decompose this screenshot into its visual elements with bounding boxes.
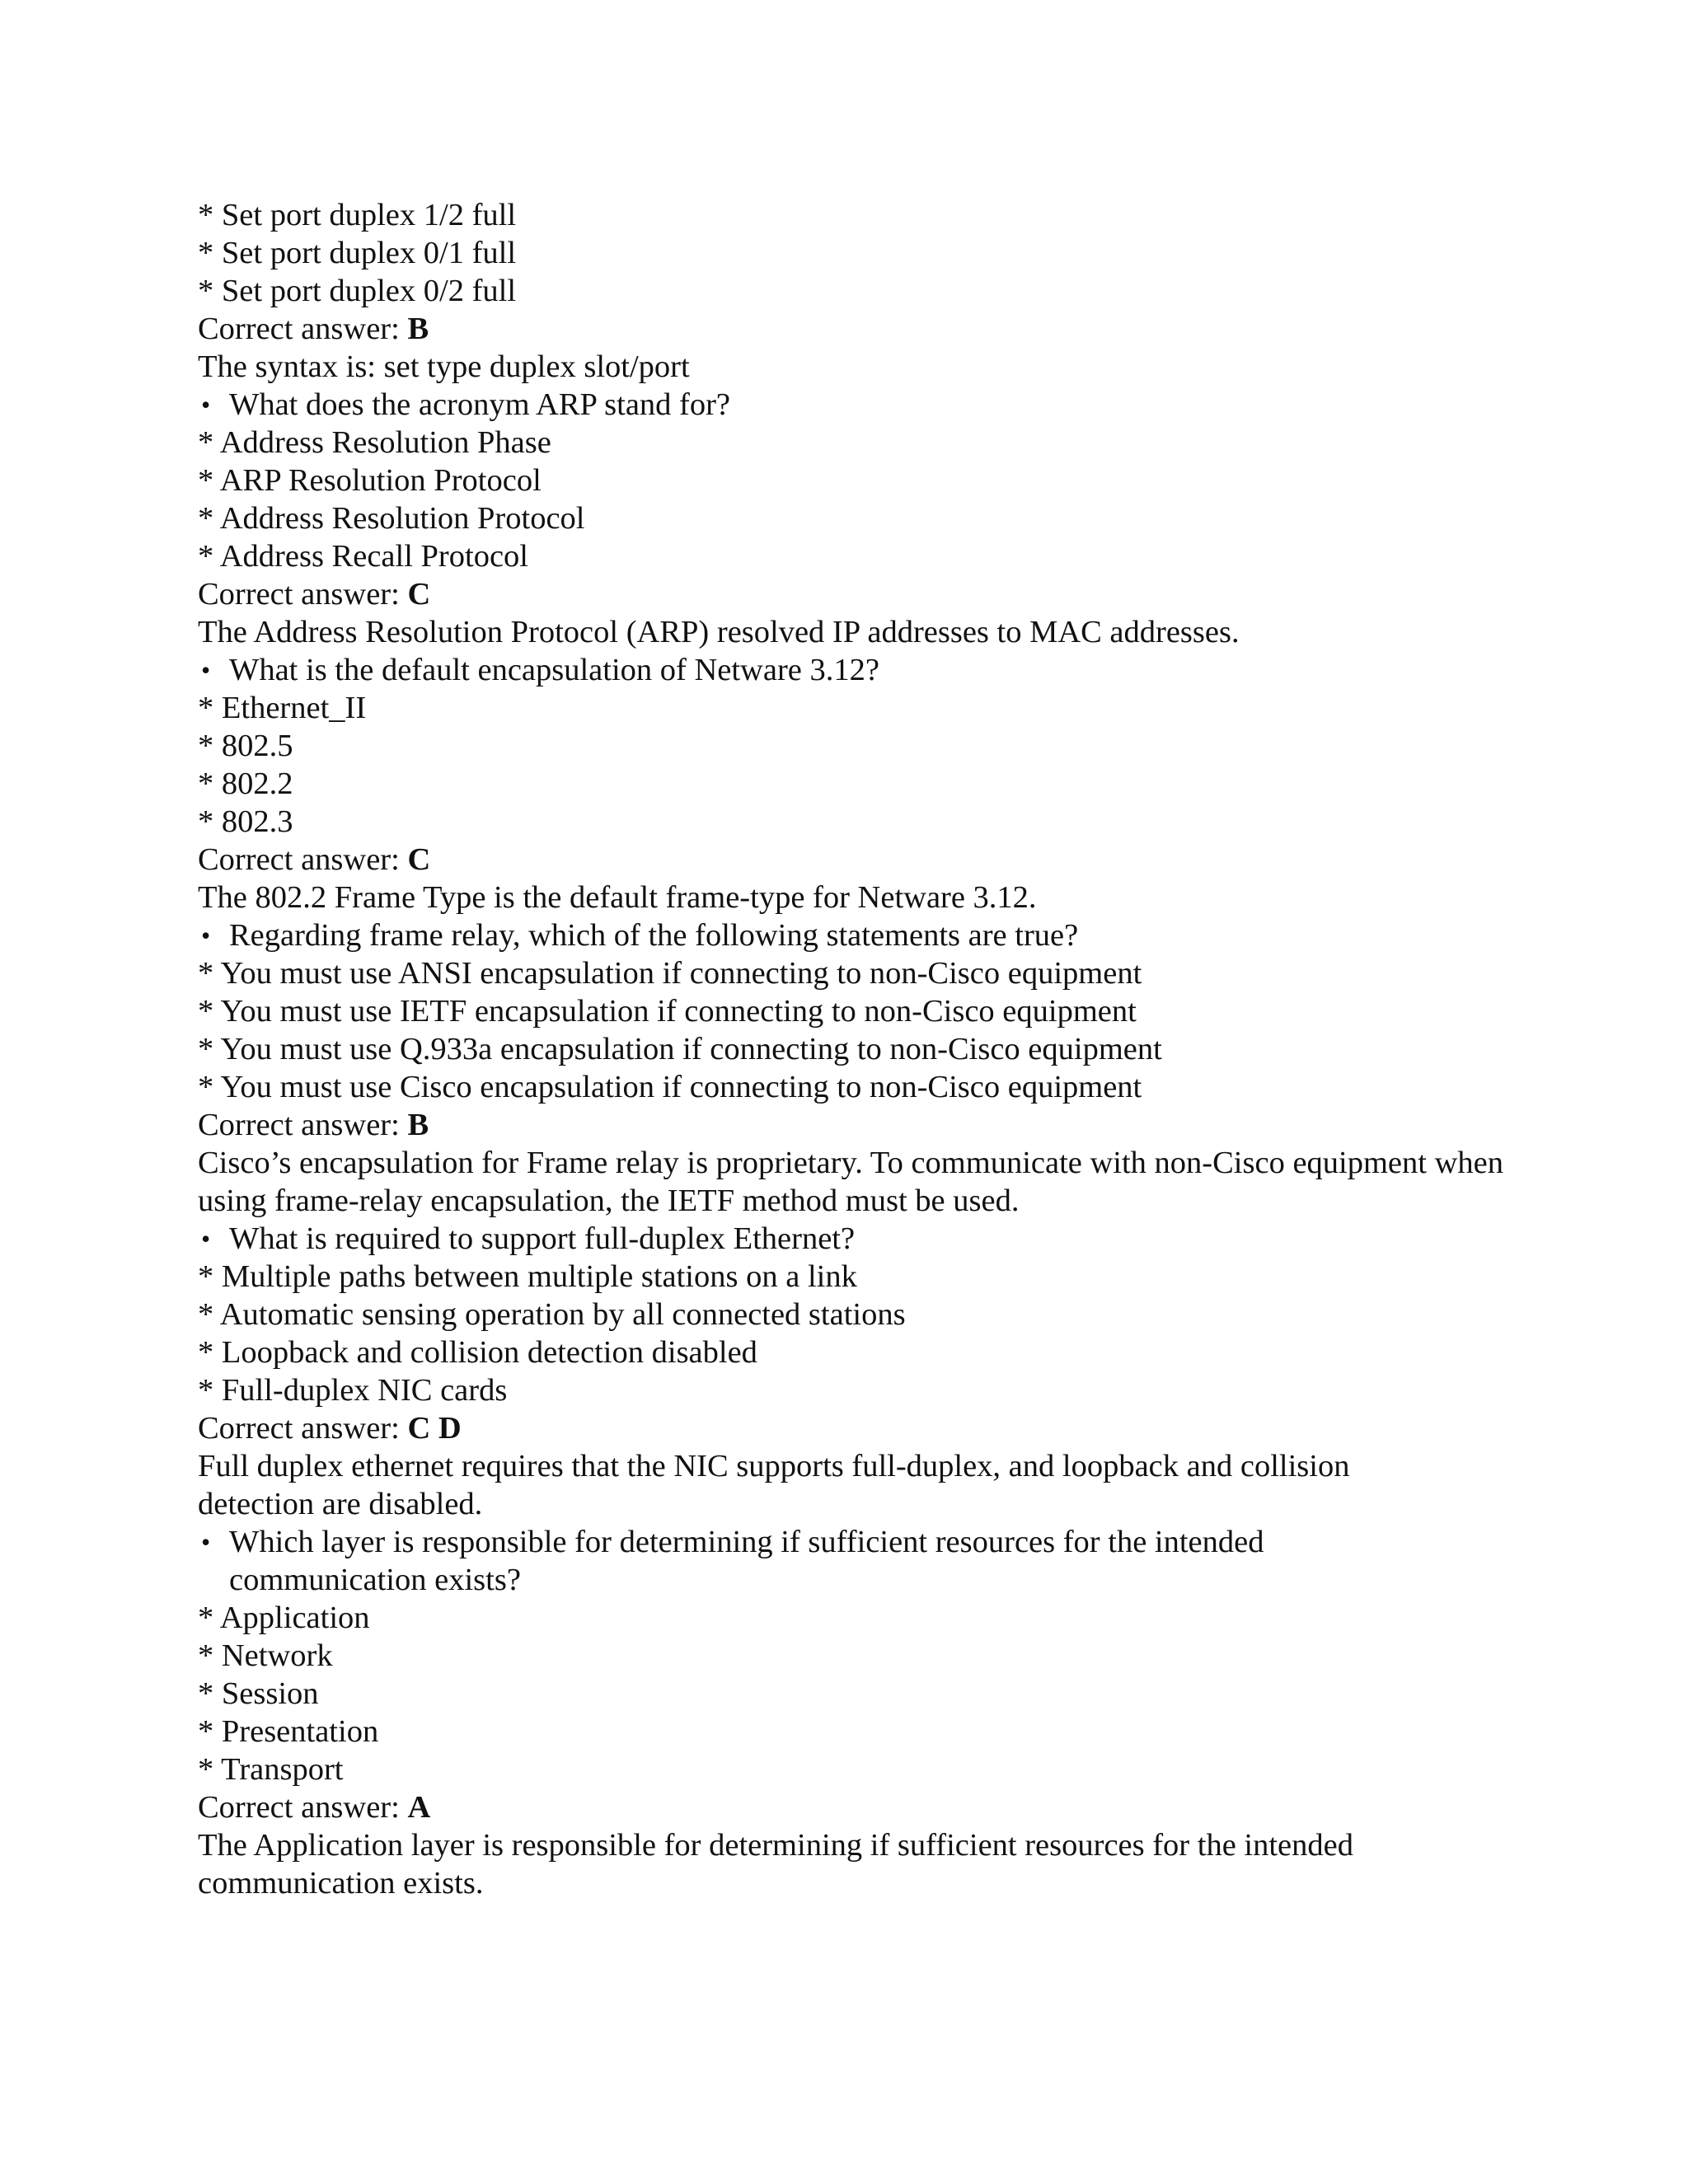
explanation: The syntax is: set type duplex slot/port <box>198 349 690 384</box>
answer-value: C <box>407 577 431 612</box>
bullet-icon: • <box>201 1527 211 1557</box>
correct-answer <box>198 575 1533 613</box>
option-line: * You must use Cisco encapsulation if connecting to non-Cisco equipment <box>198 1070 1142 1104</box>
question-text: Which layer is responsible for determining if sufficient resources for the intended communication exists? <box>229 1525 1264 1597</box>
bullet-icon: • <box>201 1224 211 1254</box>
option-line: * Application <box>198 1601 370 1635</box>
option-line: * Loopback and collision detection disabled <box>198 1335 757 1370</box>
option-line: * You must use ANSI encapsulation if connecting to non-Cisco equipment <box>198 956 1142 991</box>
answer-value: A <box>407 1790 431 1825</box>
option-line: * 802.2 <box>198 766 293 801</box>
option-line: * Address Recall Protocol <box>198 539 528 574</box>
option-line: * Automatic sensing operation by all connected stations <box>198 1297 906 1332</box>
question-text: What does the acronym ARP stand for? <box>229 387 731 422</box>
option-line: * 802.3 <box>198 804 293 839</box>
question-text: What is the default encapsulation of Netware 3.12? <box>229 653 879 687</box>
question-line <box>198 651 1533 689</box>
option-line: * You must use Q.933a encapsulation if connecting to non-Cisco equipment <box>198 1032 1162 1066</box>
question-line <box>198 1523 1408 1599</box>
correct-answer <box>198 310 1533 348</box>
answer-label: Correct answer: <box>198 577 400 612</box>
option-line: * Address Resolution Protocol <box>198 501 585 536</box>
option-line: * Full-duplex NIC cards <box>198 1373 508 1408</box>
explanation: The Address Resolution Protocol (ARP) resolved IP addresses to MAC addresses. <box>198 615 1240 649</box>
answer-label: Correct answer: <box>198 1411 400 1446</box>
question-text: Regarding frame relay, which of the following statements are true? <box>229 918 1079 953</box>
answer-label: Correct answer: <box>198 312 400 346</box>
bullet-icon: • <box>201 655 211 685</box>
answer-value: C D <box>407 1411 462 1446</box>
explanation: Full duplex ethernet requires that the NIC supports full-duplex, and loopback and collision detection are disabled. <box>198 1449 1350 1521</box>
option-line: * Transport <box>198 1752 344 1787</box>
explanation: The Application layer is responsible for determining if sufficient resources for the intended communication exists. <box>198 1828 1353 1900</box>
option-line: * Session <box>198 1676 319 1711</box>
answer-value: B <box>407 312 429 346</box>
answer-value: C <box>407 842 431 877</box>
option-line: * ARP Resolution Protocol <box>198 463 542 498</box>
correct-answer <box>198 1788 1533 1826</box>
option-line: * Address Resolution Phase <box>198 425 551 460</box>
option-line: * 802.5 <box>198 729 293 763</box>
option-line: * Set port duplex 1/2 full <box>198 198 517 232</box>
option-line: * Network <box>198 1638 333 1673</box>
option-line: * Set port duplex 0/1 full <box>198 236 517 270</box>
answer-label: Correct answer: <box>198 842 400 877</box>
explanation: The 802.2 Frame Type is the default frame-type for Netware 3.12. <box>198 880 1037 915</box>
question-line <box>198 1220 1533 1258</box>
option-line: * Multiple paths between multiple stations on a link <box>198 1259 857 1294</box>
option-line: * You must use IETF encapsulation if connecting to non-Cisco equipment <box>198 994 1137 1029</box>
answer-label: Correct answer: <box>198 1108 400 1142</box>
answer-label: Correct answer: <box>198 1790 400 1825</box>
question-text: What is required to support full-duplex Ethernet? <box>229 1221 856 1256</box>
document-page <box>198 196 1533 1902</box>
bullet-icon: • <box>201 921 211 950</box>
correct-answer <box>198 1106 1533 1144</box>
question-line <box>198 386 1533 424</box>
answer-value: B <box>407 1108 429 1142</box>
option-line: * Set port duplex 0/2 full <box>198 274 517 308</box>
option-line: * Ethernet_II <box>198 691 367 725</box>
question-line <box>198 916 1533 954</box>
correct-answer <box>198 1409 1533 1447</box>
bullet-icon: • <box>201 390 211 419</box>
explanation: Cisco’s encapsulation for Frame relay is proprietary. To communicate with non-Cisco equipment when using frame-relay encapsulation, the IETF method must be used. <box>198 1146 1503 1218</box>
correct-answer <box>198 841 1533 879</box>
option-line: * Presentation <box>198 1714 379 1749</box>
